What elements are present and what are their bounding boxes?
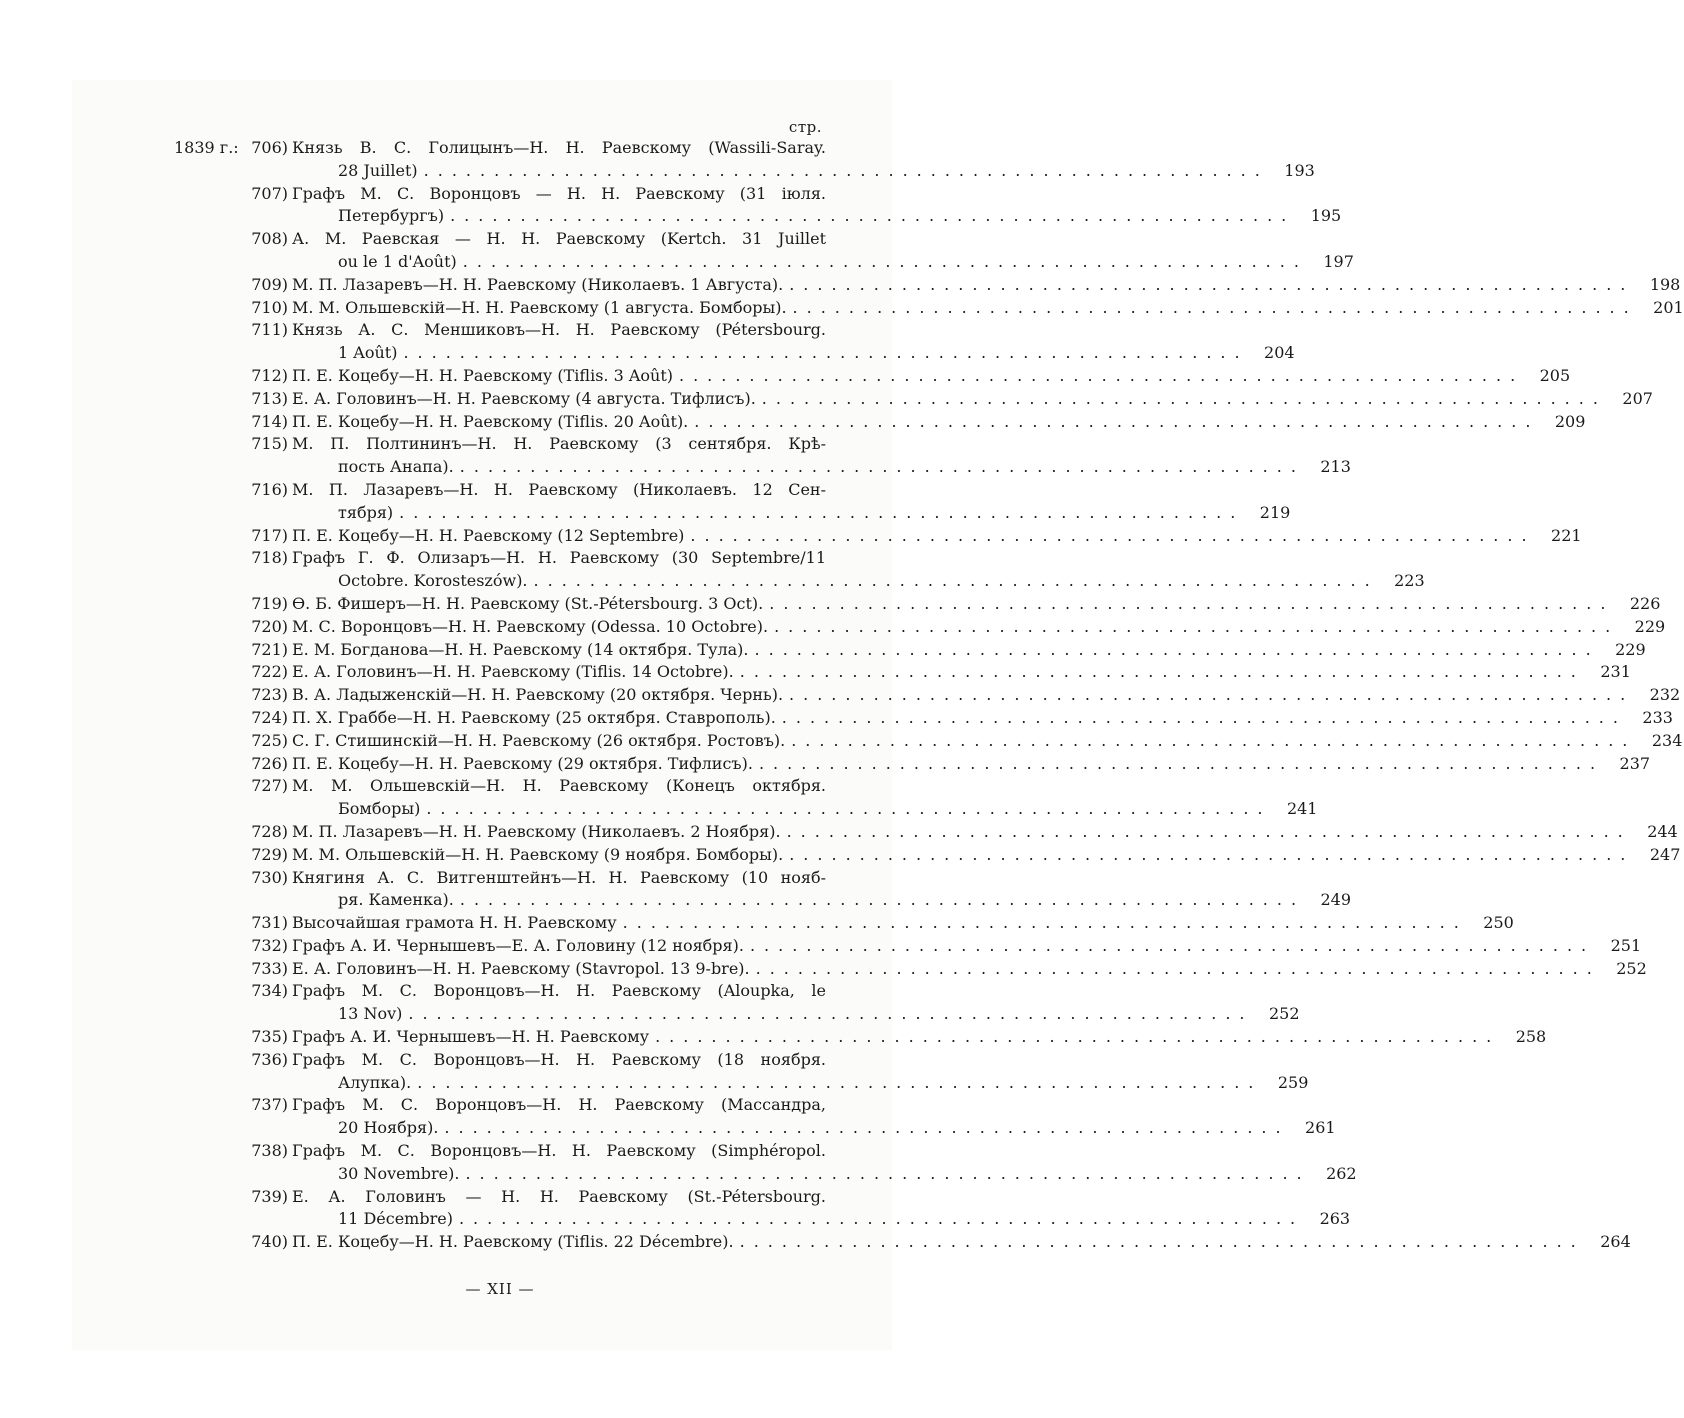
entry-number: 730) — [251, 867, 288, 887]
dot-leader: ............................................................ — [781, 707, 1627, 727]
entry-text: Е. М. Богданова—Н. Н. Раевскому (14 октября. Тула). — [292, 639, 749, 659]
entry-line — [292, 707, 1673, 730]
entry-text: Графъ Г. Ф. Олизаръ—Н. Н. Раевскому (30 Septembre/11 — [292, 548, 826, 568]
entry-text: М. М. Ольшевскій—Н. Н. Раевскому (9 ноября. Бомборы). — [292, 844, 784, 864]
entry-text: ря. Каменка). — [338, 890, 454, 910]
entry-body — [288, 980, 1300, 1026]
entry-text: Княгиня А. С. Витгенштейнъ—Н. Н. Раевскому (10 нояб- — [292, 867, 826, 887]
entry-text: пость Анапа). — [338, 457, 454, 477]
toc-entry — [244, 935, 1642, 958]
entry-text: М. М. Ольшевскій—Н. Н. Раевскому (Конецъ октября. — [292, 776, 826, 796]
toc-entry — [244, 775, 1318, 821]
page-reference: 264 — [1600, 1232, 1631, 1252]
entry-number: 721) — [251, 639, 288, 659]
entry-line — [292, 980, 826, 1003]
entry-text: Е. А. Головинъ—Н. Н. Раевскому (4 августа. Тифлисъ). — [292, 388, 756, 408]
page-reference: 237 — [1619, 753, 1651, 773]
entry-line — [292, 205, 1342, 228]
dot-leader: ............................................................ — [754, 639, 1600, 659]
entry-text: 30 Novembre). — [338, 1163, 460, 1183]
entry-line — [292, 912, 1514, 935]
toc-entry — [244, 639, 1646, 662]
page-reference: 195 — [1310, 206, 1342, 226]
entry-line — [292, 867, 826, 890]
entry-number: 706) — [251, 138, 288, 157]
entry-text: В. А. Ладыженскій—Н. Н. Раевскому (20 октября. Чернь). — [292, 685, 784, 705]
page-reference: 261 — [1305, 1118, 1336, 1138]
entry-line — [292, 388, 1653, 411]
page-reference: 193 — [1284, 160, 1315, 180]
entry-line — [292, 342, 1295, 365]
entry-line — [292, 547, 826, 570]
entry-body — [288, 912, 1514, 935]
toc-entry — [244, 1094, 1336, 1140]
entry-line — [292, 1117, 1336, 1140]
entry-body — [288, 775, 1318, 821]
entry-number: 713) — [251, 388, 288, 408]
entry-number: 720) — [251, 616, 288, 636]
entry-body — [288, 433, 1351, 479]
dot-leader: ............................................................ — [423, 160, 1269, 180]
entry-line — [292, 844, 1681, 867]
entry-line — [292, 251, 1354, 274]
entry-text: П. Е. Коцебу—Н. Н. Раевскому (Tiflis. 3 Août) — [292, 365, 673, 385]
entry-line — [292, 479, 826, 502]
entry-number: 709) — [251, 274, 288, 294]
entry-text: М. П. Лазаревъ—Н. Н. Раевскому (Николаевъ. 2 Ноября). — [292, 821, 781, 841]
toc-entry — [244, 958, 1647, 981]
entry-number: 722) — [251, 662, 288, 682]
toc-entry — [244, 867, 1352, 913]
entry-line — [292, 889, 1352, 912]
entry-number: 740) — [251, 1232, 288, 1252]
entry-text: Е. А. Головинъ—Н. Н. Раевскому (Tiflis. 14 Octobre). — [292, 662, 734, 682]
dot-leader: ............................................................ — [417, 1072, 1263, 1092]
toc-entry — [244, 661, 1631, 684]
entry-body — [288, 525, 1582, 548]
entry-line — [292, 798, 1318, 821]
entry-body — [288, 1049, 1309, 1095]
toc-entry — [244, 274, 1681, 297]
dot-leader: ............................................................ — [774, 616, 1620, 636]
entry-number: 725) — [251, 730, 288, 750]
entry-line — [292, 319, 826, 342]
entry-body — [288, 297, 1684, 320]
page-reference: 226 — [1629, 593, 1661, 613]
dot-leader: ............................................................ — [694, 411, 1540, 431]
entry-line — [292, 433, 826, 456]
entry-line — [292, 661, 1631, 684]
entry-number: 737) — [251, 1095, 288, 1115]
page-reference: 251 — [1610, 935, 1642, 955]
entry-body — [288, 274, 1681, 297]
entry-body — [288, 1140, 1357, 1186]
dot-leader: ............................................................ — [408, 1004, 1254, 1024]
entry-number: 716) — [251, 479, 288, 499]
dot-leader: ............................................................ — [755, 958, 1601, 978]
page-reference: 259 — [1277, 1072, 1309, 1092]
entry-number: 711) — [251, 320, 288, 340]
page-reference: 229 — [1615, 639, 1646, 659]
toc-entry — [244, 707, 1673, 730]
page-reference: 244 — [1647, 821, 1678, 841]
page-reference: 241 — [1286, 799, 1318, 819]
entry-text: Графъ М. С. Воронцовъ—Н. Н. Раевскому (Массандра, — [292, 1095, 826, 1115]
page-reference: 219 — [1259, 502, 1291, 522]
entry-line — [292, 1208, 1351, 1231]
entry-text: ou le 1 d'Août) — [338, 251, 457, 271]
page-reference: 247 — [1649, 844, 1681, 864]
page-reference: 207 — [1622, 388, 1653, 408]
dot-leader: ............................................................ — [792, 297, 1638, 317]
dot-leader: ............................................................ — [769, 593, 1615, 613]
dot-leader: ............................................................ — [465, 1163, 1311, 1183]
dot-leader: ............................................................ — [786, 821, 1632, 841]
entry-text: Графъ М. С. Воронцовъ—Н. Н. Раевскому (18 ноября. — [292, 1049, 826, 1069]
entry-number: 715) — [251, 434, 288, 454]
entry-line — [292, 502, 1291, 525]
page-reference: 204 — [1264, 343, 1295, 363]
page-reference: 252 — [1616, 958, 1647, 978]
entry-line — [292, 1186, 826, 1209]
page-reference: 249 — [1320, 890, 1352, 910]
toc-entry — [244, 1049, 1309, 1095]
entry-number: 731) — [251, 913, 288, 933]
page-reference: 223 — [1394, 571, 1425, 591]
entry-body — [288, 137, 1315, 183]
entry-number: 712) — [251, 365, 288, 385]
entry-line — [292, 1231, 1631, 1254]
page-reference: 232 — [1649, 685, 1681, 705]
dot-leader: ............................................................ — [458, 1209, 1305, 1229]
entry-body — [288, 958, 1647, 981]
page-number: — XII — — [465, 1280, 535, 1298]
dot-leader: ............................................................ — [459, 890, 1306, 910]
entry-line — [292, 639, 1646, 662]
entry-number: 732) — [251, 935, 288, 955]
entry-text: 1 Août) — [338, 343, 398, 363]
toc-entry — [244, 844, 1681, 867]
entry-line — [292, 137, 826, 160]
entry-text: Князь А. С. Меншиковъ—Н. Н. Раевскому (Pétersbourg. — [292, 320, 826, 340]
entry-body — [288, 867, 1352, 913]
dot-leader: ............................................................ — [655, 1027, 1501, 1047]
dot-leader: ............................................................ — [758, 753, 1605, 773]
toc-entry — [244, 411, 1586, 434]
dot-leader: ............................................................ — [462, 251, 1308, 271]
entry-line — [292, 1049, 826, 1072]
entry-text: Высочайшая грамота Н. Н. Раевскому — [292, 913, 617, 933]
entry-body — [288, 365, 1571, 388]
page-column-label: стр. — [788, 118, 822, 136]
entry-text: Octobre. Korosteszów). — [338, 571, 528, 591]
toc-entry — [244, 1231, 1631, 1254]
dot-leader: ............................................................ — [426, 799, 1272, 819]
dot-leader: ............................................................ — [789, 274, 1635, 294]
entry-text: Алупка). — [338, 1072, 412, 1092]
year-label: 1839 г.: — [174, 138, 239, 157]
entry-line — [292, 616, 1666, 639]
toc-entry — [244, 1186, 1351, 1232]
toc-entry — [244, 137, 1315, 183]
entry-text: Графъ М. С. Воронцовъ—Н. Н. Раевскому (Simphéropol. — [292, 1141, 826, 1161]
entry-number: 734) — [251, 981, 288, 1001]
entry-body — [288, 844, 1681, 867]
entry-line — [292, 1072, 1309, 1095]
entry-line — [292, 411, 1586, 434]
page-reference: 258 — [1515, 1027, 1547, 1047]
toc-entry — [244, 1026, 1547, 1049]
toc-entry — [244, 228, 1354, 274]
entry-line — [292, 593, 1661, 616]
toc-entry — [244, 479, 1291, 525]
entry-text: П. Е. Коцебу—Н. Н. Раевскому (Tiflis. 20 Août). — [292, 411, 689, 431]
page-reference: 209 — [1554, 411, 1586, 431]
page-reference: 229 — [1634, 616, 1666, 636]
entry-body — [288, 1094, 1336, 1140]
page-reference: 250 — [1483, 913, 1514, 933]
entry-number: 727) — [251, 776, 288, 796]
page-reference: 213 — [1320, 457, 1351, 477]
dot-leader: ............................................................ — [749, 935, 1596, 955]
entry-body — [288, 593, 1661, 616]
dot-leader: ............................................................ — [739, 662, 1585, 682]
entry-body — [288, 1186, 1351, 1232]
dot-leader: ............................................................ — [622, 913, 1468, 933]
toc-entry — [244, 433, 1351, 479]
entry-body — [288, 616, 1666, 639]
entry-body — [288, 411, 1586, 434]
toc-entry — [244, 980, 1300, 1026]
entry-line — [292, 1094, 826, 1117]
entry-text: А. М. Раевская — Н. Н. Раевскому (Kertch. 31 Juillet — [292, 229, 826, 249]
entry-line — [292, 684, 1681, 707]
entry-text: П. Е. Коцебу—Н. Н. Раевскому (Tiflis. 22 Décembre). — [292, 1232, 734, 1252]
toc-entry — [244, 1140, 1357, 1186]
entry-line — [292, 160, 1315, 183]
entry-line — [292, 753, 1651, 776]
dot-leader: ............................................................ — [789, 685, 1635, 705]
entry-text: тября) — [338, 502, 394, 522]
entry-body — [288, 183, 1342, 229]
entry-line — [292, 183, 826, 206]
entry-text: П. Х. Граббе—Н. Н. Раевскому (25 октября. Ставрополь). — [292, 707, 776, 727]
dot-leader: ............................................................ — [679, 365, 1525, 385]
entry-line — [292, 821, 1678, 844]
entry-number: 714) — [251, 411, 288, 431]
dot-leader: ............................................................ — [791, 730, 1637, 750]
entry-body — [288, 547, 1425, 593]
entry-line — [292, 958, 1647, 981]
entry-number: 733) — [251, 958, 288, 978]
entry-body — [288, 730, 1683, 753]
entry-body — [288, 661, 1631, 684]
entry-line — [292, 730, 1683, 753]
entry-text: П. Е. Коцебу—Н. Н. Раевскому (29 октября. Тифлисъ). — [292, 753, 753, 773]
page-reference: 263 — [1319, 1209, 1351, 1229]
entry-text: Ѳ. Б. Фишеръ—Н. Н. Раевскому (St.-Pétersbourg. 3 Oct). — [292, 593, 764, 613]
entry-line — [292, 570, 1425, 593]
toc-entry — [244, 753, 1651, 776]
entry-body — [288, 935, 1642, 958]
page-reference: 231 — [1600, 662, 1631, 682]
entry-text: М. М. Ольшевскій—Н. Н. Раевскому (1 августа. Бомборы). — [292, 297, 787, 317]
entry-text: Бомборы) — [338, 799, 421, 819]
toc-entry — [244, 730, 1683, 753]
page-reference: 198 — [1649, 274, 1681, 294]
entry-line — [292, 297, 1684, 320]
entry-number: 723) — [251, 685, 288, 705]
entry-number: 728) — [251, 821, 288, 841]
entry-number: 735) — [251, 1027, 288, 1047]
entry-body — [288, 1026, 1547, 1049]
toc-entry — [244, 593, 1661, 616]
entry-text: П. Е. Коцебу—Н. Н. Раевскому (12 Septembre) — [292, 525, 685, 545]
entry-text: 28 Juillet) — [338, 160, 418, 180]
dot-leader: ............................................................ — [690, 525, 1536, 545]
entry-line — [292, 935, 1642, 958]
entry-body — [288, 1231, 1631, 1254]
entry-line — [292, 274, 1681, 297]
entry-number: 729) — [251, 844, 288, 864]
entry-text: Графъ М. С. Воронцовъ—Н. Н. Раевскому (Aloupka, le — [292, 981, 826, 1001]
page-reference: 221 — [1551, 525, 1582, 545]
toc-entry — [244, 388, 1653, 411]
entry-number: 736) — [251, 1049, 288, 1069]
entry-number: 719) — [251, 593, 288, 613]
dot-leader: ............................................................ — [761, 388, 1607, 408]
page-reference: 262 — [1326, 1163, 1357, 1183]
entry-text: Графъ А. И. Чернышевъ—Н. Н. Раевскому — [292, 1027, 650, 1047]
toc-entry — [244, 183, 1342, 229]
entry-text: Е. А. Головинъ—Н. Н. Раевскому (Stavropol. 13 9-bre). — [292, 958, 750, 978]
entry-text: С. Г. Стишинскій—Н. Н. Раевскому (26 октября. Ростовъ). — [292, 730, 786, 750]
toc-entry — [244, 616, 1666, 639]
page-reference: 234 — [1651, 730, 1683, 750]
entry-text: Петербургъ) — [338, 206, 445, 226]
entry-text: М. П. Полтининъ—Н. Н. Раевскому (3 сентября. Крѣ- — [292, 434, 826, 454]
entry-body — [288, 319, 1295, 365]
page-reference: 233 — [1642, 707, 1673, 727]
entry-text: 20 Ноября). — [338, 1118, 439, 1138]
entry-line — [292, 1003, 1300, 1026]
entry-line — [292, 775, 826, 798]
toc-entry — [244, 547, 1425, 593]
dot-leader: ............................................................ — [403, 343, 1249, 363]
entry-number: 710) — [251, 297, 288, 317]
entry-text: 11 Décembre) — [338, 1209, 453, 1229]
entry-text: Графъ А. И. Чернышевъ—Е. А. Головину (12 ноября). — [292, 935, 744, 955]
dot-leader: ............................................................ — [533, 571, 1379, 591]
dot-leader: ............................................................ — [459, 457, 1305, 477]
page-reference: 201 — [1653, 297, 1684, 317]
page-reference: 252 — [1268, 1004, 1300, 1024]
entry-text: М. С. Воронцовъ—Н. Н. Раевскому (Odessa. 10 Octobre). — [292, 616, 769, 636]
entry-number: 739) — [251, 1186, 288, 1206]
entry-number: 726) — [251, 753, 288, 773]
entry-number: 708) — [251, 229, 288, 249]
entry-body — [288, 684, 1681, 707]
toc-entry — [244, 684, 1681, 707]
entry-text: Е. А. Головинъ — Н. Н. Раевскому (St.-Pétersbourg. — [292, 1186, 826, 1206]
page-reference: 197 — [1323, 251, 1354, 271]
entry-line — [292, 1163, 1357, 1186]
entry-number: 717) — [251, 525, 288, 545]
dot-leader: ............................................................ — [789, 844, 1635, 864]
entry-line — [292, 1140, 826, 1163]
entry-body — [288, 479, 1291, 525]
entry-line — [292, 228, 826, 251]
dot-leader: ............................................................ — [739, 1232, 1585, 1252]
entry-line — [292, 525, 1582, 548]
entry-number: 738) — [251, 1141, 288, 1161]
entry-text: Князь В. С. Голицынъ—Н. Н. Раевскому (Wassili-Saray. — [292, 138, 826, 157]
entry-body — [288, 707, 1673, 730]
page-reference: 205 — [1539, 365, 1571, 385]
entry-body — [288, 821, 1678, 844]
entry-line — [292, 1026, 1547, 1049]
toc-entry — [244, 365, 1571, 388]
entry-text: 13 Nov) — [338, 1004, 403, 1024]
dot-leader: ............................................................ — [450, 206, 1296, 226]
toc-entry — [244, 912, 1514, 935]
entry-body — [288, 388, 1653, 411]
entry-number: 718) — [251, 548, 288, 568]
table-of-contents — [244, 137, 1684, 1254]
entry-body — [288, 639, 1646, 662]
toc-entry — [244, 821, 1678, 844]
toc-entry — [244, 525, 1582, 548]
dot-leader: ............................................................ — [399, 502, 1245, 522]
entry-text: М. П. Лазаревъ—Н. Н. Раевскому (Николаевъ. 12 Сен- — [292, 479, 826, 499]
entry-text: Графъ М. С. Воронцовъ — Н. Н. Раевскому (31 іюля. — [292, 183, 826, 203]
entry-number: 724) — [251, 707, 288, 727]
entry-body — [288, 228, 1354, 274]
entry-line — [292, 365, 1571, 388]
entry-line — [292, 456, 1351, 479]
toc-entry — [244, 297, 1684, 320]
entry-text: М. П. Лазаревъ—Н. Н. Раевскому (Николаевъ. 1 Августа). — [292, 274, 784, 294]
toc-entry — [244, 319, 1295, 365]
entry-body — [288, 753, 1651, 776]
dot-leader: ............................................................ — [444, 1118, 1290, 1138]
entry-number: 707) — [251, 183, 288, 203]
